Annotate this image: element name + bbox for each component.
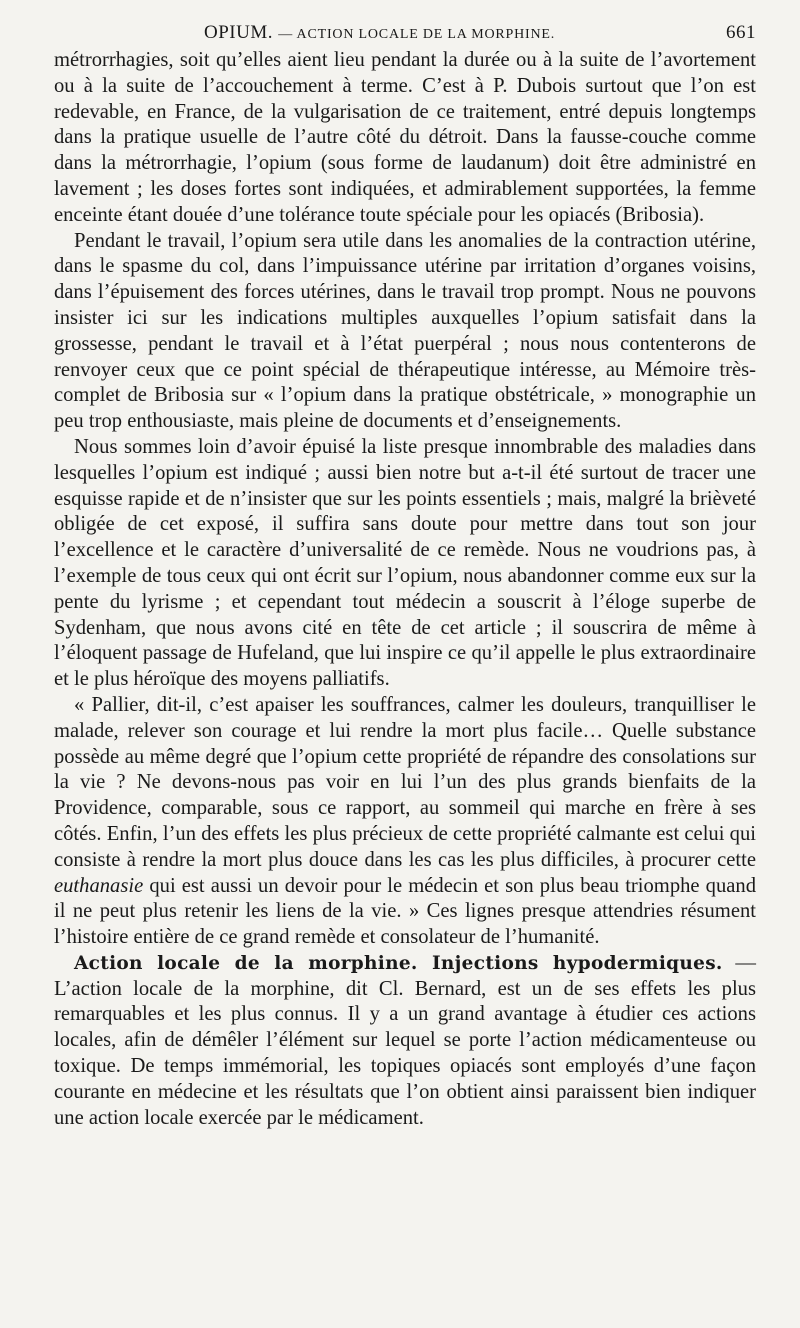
running-header [204,22,756,44]
running-title-main: OPIUM. [204,22,273,43]
paragraph-summary: Nous sommes loin d’avoir épuisé la liste presque innombrable des maladies dans lesquelles l’opium est indiqué ; aussi bien notre but a-t-il été surtout de tracer une esquisse rapide et de n’insister que sur les points essentiels ; mais, malgré la brièveté obligée de cet exposé, il suffira sans doute pour mettre dans tout son jour l’excellence et le caractère d’universalité de ce remède. Nous ne voudrions pas, à l’exemple de tous ceux qui ont écrit sur l’opium, nous abandonner comme eux sur la pente du lyrisme ; et cependant tout médecin a souscrit à l’éloge superbe de Sydenham, que nous avons cité en tête de cet article ; il souscrira de même à l’éloquent passage de Hufeland, que lui inspire ce qu’il appelle le plus extraordinaire et le plus héroïque des moyens palliatifs. [54,435,756,691]
body-text [54,48,756,1131]
quote-text-after: qui est aussi un devoir pour le médecin et son plus beau triomphe quand il ne peut plus retenir les liens de la vie. » Ces lignes presque attendries résument l’histoire entière de ce grand remède et consolateur de l’humanité. [54,874,756,949]
section-heading: Action locale de la morphine. Injections hypodermiques. [74,952,723,974]
paragraph-section [54,951,756,1132]
paragraph-labor: Pendant le travail, l’opium sera utile dans les anomalies de la contraction utérine, dans le spasme du col, dans l’impuissance utérine par irritation d’organes voisins, dans l’épuisement des forces utérines, dans le travail trop prompt. Nous ne pouvons insister ici sur les indications multiples auxquelles l’opium satisfait dans la grossesse, pendant le travail et à l’état puerpéral ; nous nous contenterons de renvoyer ceux que ce point spécial de thérapeutique intéresse, au Mémoire très-complet de Bribosia sur « l’opium dans la pratique obstétricale, » monographie un peu trop enthousiaste, mais pleine de documents et d’enseignements. [54,229,756,433]
page-number: 661 [726,22,756,43]
paragraph-continued: métrorrhagies, soit qu’elles aient lieu pendant la durée ou à la suite de l’avortement ou à la suite de l’accouchement à terme. C’est à P. Dubois surtout que l’on est redevable, en France, de la vulgarisation de ce traitement, entré depuis longtemps dans la pratique usuelle de l’autre côté du détroit. Dans la fausse-couche comme dans la métrorrhagie, l’opium (sous forme de laudanum) doit être administré en lavement ; les doses fortes sont indiquées, et admirablement supportées, la femme enceinte étant douée d’une tolérance toute spéciale pour les opiacés (Bribosia). [54,49,756,226]
section-text: — L’action locale de la morphine, dit Cl. Bernard, est un de ses effets les plus remarquables et les plus connus. Il y a un grand avantage à étudier ces actions locales, afin de démêler l’élément sur lequel se porte l’action médicamenteuse ou toxique. De temps immémorial, les topiques opiacés sont employés d’une façon courante en médecine et les résultats que l’on obtient ainsi paraissent bien indiquer une action locale exercée par le médicament. [54,951,756,1129]
quote-italic-term: euthanasie [54,874,144,897]
running-title-sub: — ACTION LOCALE DE LA MORPHINE. [278,27,556,42]
paragraph-quote-hufeland [54,693,756,951]
quote-text-before: « Pallier, dit-il, c’est apaiser les souffrances, calmer les douleurs, tranquilliser le malade, relever son courage et lui rendre la mort plus facile… Quelle substance possède au même degré que l’opium cette propriété de répandre des consolations sur la vie ? Ne devons-nous pas voir en lui l’un des plus grands bienfaits de la Providence, comparable, sous ce rapport, au sommeil qui marche en frère à ses côtés. Enfin, l’un des effets les plus précieux de cette propriété calmante est celui qui consiste à rendre la mort plus douce dans les cas les plus difficiles, à procurer cette [54,693,756,871]
running-title [204,22,555,44]
